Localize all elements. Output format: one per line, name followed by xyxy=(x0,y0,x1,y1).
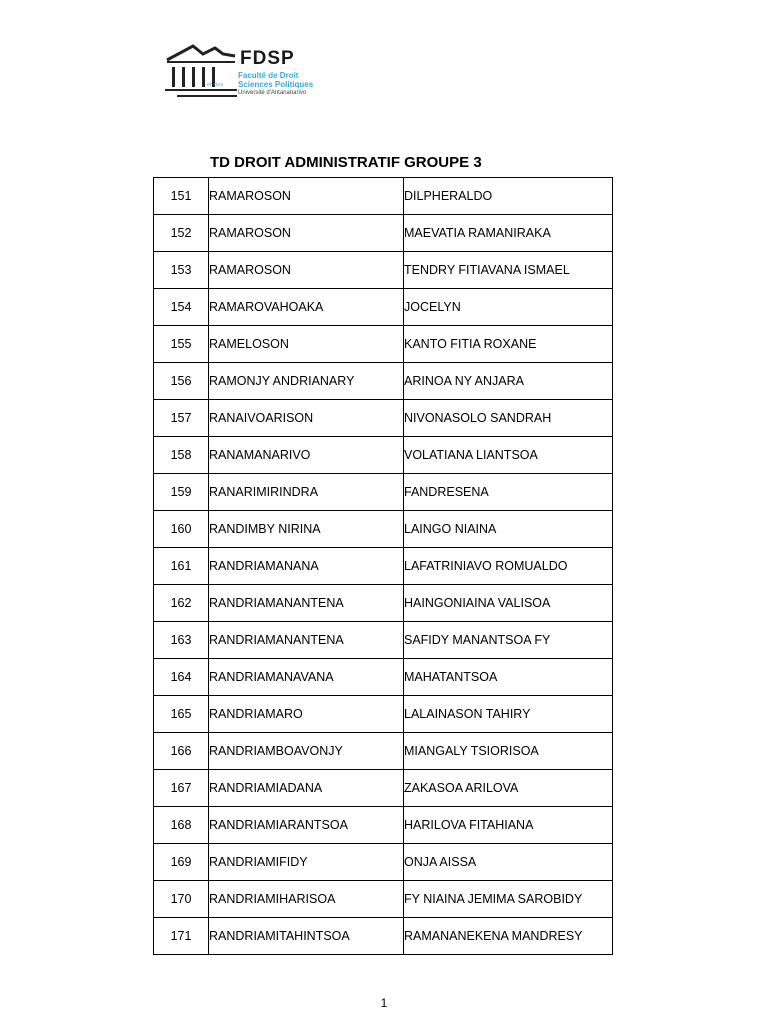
first-name: DILPHERALDO xyxy=(404,178,613,215)
last-name: RANDRIAMANAVANA xyxy=(209,659,404,696)
row-number: 166 xyxy=(154,733,209,770)
first-name: ZAKASOA ARILOVA xyxy=(404,770,613,807)
row-number: 158 xyxy=(154,437,209,474)
table-row xyxy=(154,400,613,437)
last-name: RAMAROSON xyxy=(209,178,404,215)
first-name: MAEVATIA RAMANIRAKA xyxy=(404,215,613,252)
row-number: 163 xyxy=(154,622,209,659)
last-name: RAMAROVAHOAKA xyxy=(209,289,404,326)
row-number: 153 xyxy=(154,252,209,289)
page-number: 1 xyxy=(380,996,388,1010)
first-name: JOCELYN xyxy=(404,289,613,326)
table-row xyxy=(154,696,613,733)
first-name: ONJA AISSA xyxy=(404,844,613,881)
first-name: LAINGO NIAINA xyxy=(404,511,613,548)
row-number: 161 xyxy=(154,548,209,585)
row-number: 162 xyxy=(154,585,209,622)
last-name: RANDRIAMIADANA xyxy=(209,770,404,807)
table-row xyxy=(154,289,613,326)
table-row xyxy=(154,881,613,918)
first-name: MIANGALY TSIORISOA xyxy=(404,733,613,770)
table-row xyxy=(154,437,613,474)
first-name: ARINOA NY ANJARA xyxy=(404,363,613,400)
faculty-logo xyxy=(163,40,323,104)
first-name: LALAINASON TAHIRY xyxy=(404,696,613,733)
table-row xyxy=(154,252,613,289)
row-number: 169 xyxy=(154,844,209,881)
last-name: RAMONJY ANDRIANARY xyxy=(209,363,404,400)
last-name: RANDRIAMIARANTSOA xyxy=(209,807,404,844)
table-row xyxy=(154,844,613,881)
logo-sciences-text: Sciences Politiques xyxy=(238,80,314,89)
table-row xyxy=(154,474,613,511)
row-number: 151 xyxy=(154,178,209,215)
row-number: 159 xyxy=(154,474,209,511)
row-number: 157 xyxy=(154,400,209,437)
last-name: RANDIMBY NIRINA xyxy=(209,511,404,548)
first-name: TENDRY FITIAVANA ISMAEL xyxy=(404,252,613,289)
table-row xyxy=(154,215,613,252)
row-number: 168 xyxy=(154,807,209,844)
table-row xyxy=(154,363,613,400)
row-number: 170 xyxy=(154,881,209,918)
last-name: RANDRIAMANANTENA xyxy=(209,622,404,659)
row-number: 156 xyxy=(154,363,209,400)
first-name: HAINGONIAINA VALISOA xyxy=(404,585,613,622)
first-name: NIVONASOLO SANDRAH xyxy=(404,400,613,437)
logo-prefix-text: et des xyxy=(207,82,224,88)
logo-brand-text: FDSP xyxy=(240,48,295,69)
row-number: 154 xyxy=(154,289,209,326)
row-number: 171 xyxy=(154,918,209,955)
table-row xyxy=(154,326,613,363)
first-name: KANTO FITIA ROXANE xyxy=(404,326,613,363)
table-row xyxy=(154,511,613,548)
logo-university-text: Université d'Antananarivo xyxy=(238,90,307,96)
row-number: 165 xyxy=(154,696,209,733)
last-name: RANAIVOARISON xyxy=(209,400,404,437)
student-table-body xyxy=(154,178,613,955)
last-name: RANARIMIRINDRA xyxy=(209,474,404,511)
last-name: RANAMANARIVO xyxy=(209,437,404,474)
row-number: 160 xyxy=(154,511,209,548)
last-name: RANDRIAMBOAVONJY xyxy=(209,733,404,770)
last-name: RANDRIAMANANA xyxy=(209,548,404,585)
last-name: RANDRIAMIFIDY xyxy=(209,844,404,881)
first-name: RAMANANEKENA MANDRESY xyxy=(404,918,613,955)
last-name: RAMAROSON xyxy=(209,252,404,289)
last-name: RANDRIAMITAHINTSOA xyxy=(209,918,404,955)
table-row xyxy=(154,548,613,585)
table-row xyxy=(154,807,613,844)
last-name: RANDRIAMANANTENA xyxy=(209,585,404,622)
row-number: 155 xyxy=(154,326,209,363)
first-name: FY NIAINA JEMIMA SAROBIDY xyxy=(404,881,613,918)
row-number: 167 xyxy=(154,770,209,807)
table-row xyxy=(154,918,613,955)
last-name: RANDRIAMARO xyxy=(209,696,404,733)
row-number: 164 xyxy=(154,659,209,696)
first-name: FANDRESENA xyxy=(404,474,613,511)
last-name: RANDRIAMIHARISOA xyxy=(209,881,404,918)
table-row xyxy=(154,770,613,807)
last-name: RAMELOSON xyxy=(209,326,404,363)
last-name: RAMAROSON xyxy=(209,215,404,252)
student-table xyxy=(153,177,613,955)
first-name: VOLATIANA LIANTSOA xyxy=(404,437,613,474)
document-title: TD DROIT ADMINISTRATIF GROUPE 3 xyxy=(210,154,482,171)
first-name: MAHATANTSOA xyxy=(404,659,613,696)
first-name: LAFATRINIAVO ROMUALDO xyxy=(404,548,613,585)
building-icon xyxy=(163,40,239,104)
table-row xyxy=(154,659,613,696)
first-name: HARILOVA FITAHIANA xyxy=(404,807,613,844)
table-row xyxy=(154,585,613,622)
row-number: 152 xyxy=(154,215,209,252)
first-name: SAFIDY MANANTSOA FY xyxy=(404,622,613,659)
table-row xyxy=(154,733,613,770)
logo-faculty-text: Faculté de Droit xyxy=(238,71,299,80)
table-row xyxy=(154,178,613,215)
table-row xyxy=(154,622,613,659)
